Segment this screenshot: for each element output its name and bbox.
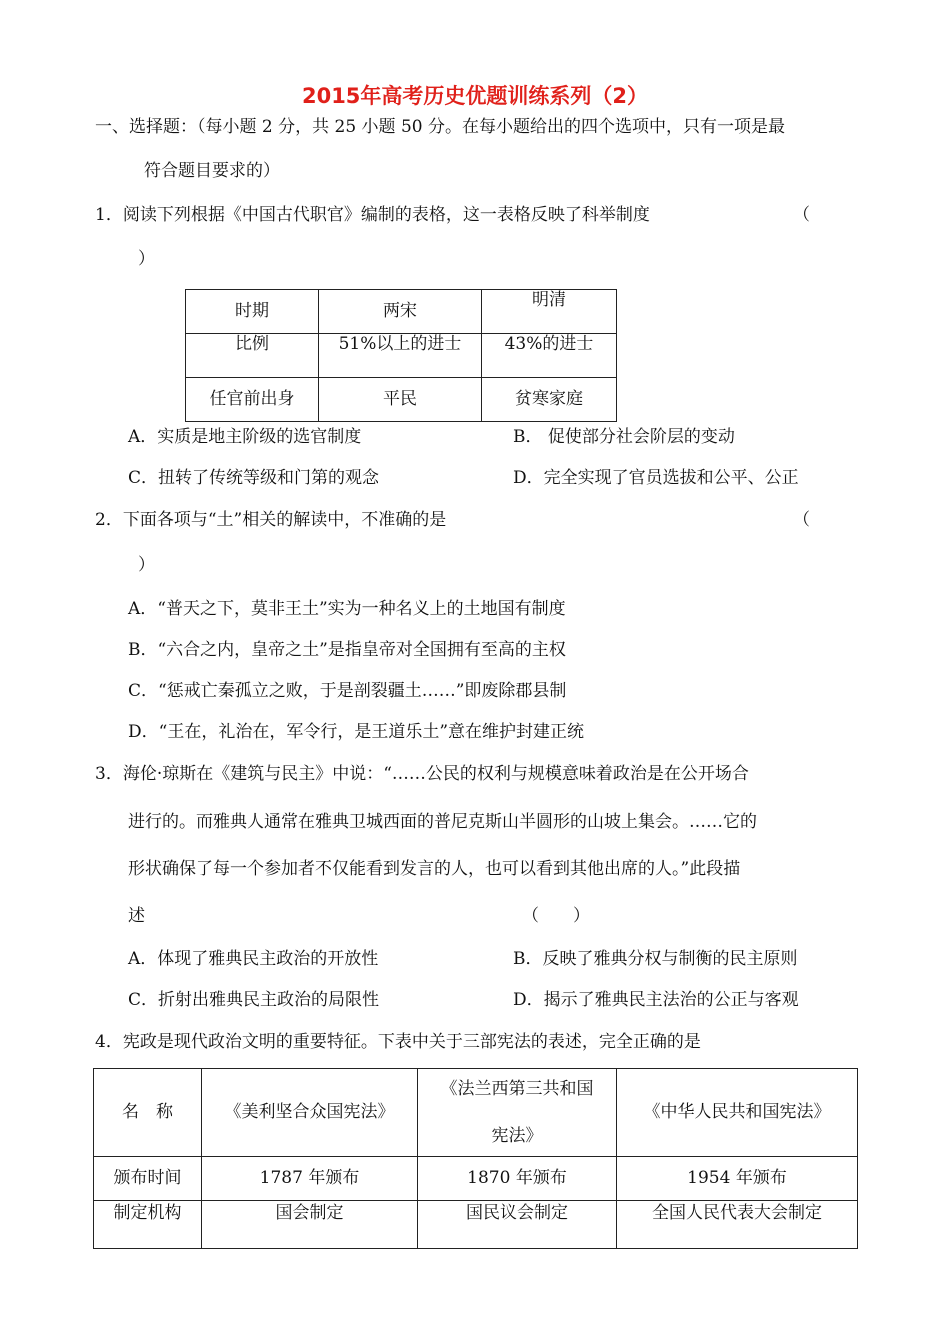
table-header-row: [94, 1069, 858, 1157]
table-cell: 1870 年颁布: [418, 1157, 617, 1201]
question-1-stem: 1．阅读下列根据《中国古代职官》编制的表格，这一表格反映了科举制度: [95, 205, 650, 225]
table-row: [186, 290, 617, 334]
table-cell: 颁布时间: [94, 1157, 202, 1201]
question-1-option-b: B． 促使部分社会阶层的变动: [513, 427, 735, 447]
table-row: [94, 1157, 858, 1201]
question-1-bracket-open: （: [793, 205, 810, 225]
question-4-table: [93, 1068, 858, 1249]
section-heading: 一、选择题：（每小题 2 分，共 25 小题 50 分。在每小题给出的四个选项中，只有一项是最: [95, 117, 786, 137]
question-1-option-d: D．完全实现了官员选拔和公平、公正: [513, 468, 799, 488]
page-title: 2015年高考历史优题训练系列（2）: [301, 84, 649, 108]
table-cell: 平民: [319, 378, 482, 422]
table-cell: 国民议会制定: [418, 1201, 617, 1249]
table-cell: 全国人民代表大会制定: [617, 1201, 858, 1249]
question-3-stem-line-2: 进行的。而雅典人通常在雅典卫城西面的普尼克斯山半圆形的山坡上集会。……它的: [128, 812, 757, 832]
question-3-bracket: （ ）: [522, 906, 590, 926]
table-cell: 国会制定: [202, 1201, 418, 1249]
question-3-option-b: B．反映了雅典分权与制衡的民主原则: [513, 949, 798, 969]
table-header-cell-line: 《法兰西第三共和国: [440, 1079, 594, 1100]
question-1-option-a: A．实质是地主阶级的选官制度: [128, 427, 362, 447]
table-cell: 1954 年颁布: [617, 1157, 858, 1201]
table-cell: 贫寒家庭: [482, 378, 617, 422]
question-4-stem: 4．宪政是现代政治文明的重要特征。下表中关于三部宪法的表述，完全正确的是: [95, 1032, 701, 1052]
table-cell: 明清: [482, 290, 617, 334]
question-2-bracket-open: （: [793, 510, 810, 530]
table-row: [186, 378, 617, 422]
table-cell: 制定机构: [94, 1201, 202, 1249]
table-cell: 任官前出身: [186, 378, 319, 422]
table-cell: 1787 年颁布: [202, 1157, 418, 1201]
table-cell: 时期: [186, 290, 319, 334]
question-2-stem: 2．下面各项与“土”相关的解读中，不准确的是: [95, 510, 447, 530]
question-3-option-a: A．体现了雅典民主政治的开放性: [128, 949, 379, 969]
table-cell: 两宋: [319, 290, 482, 334]
question-3-stem-line-1: 3．海伦·琼斯在《建筑与民主》中说：“……公民的权利与规模意味着政治是在公开场合: [95, 764, 749, 784]
table-cell: 比例: [186, 334, 319, 378]
table-cell: 43%的进士: [482, 334, 617, 378]
question-3-option-c: C．折射出雅典民主政治的局限性: [128, 990, 380, 1010]
question-1-table: [185, 289, 617, 422]
table-header-cell: 名 称: [94, 1069, 202, 1157]
question-3-option-d: D．揭示了雅典民主法治的公正与客观: [513, 990, 799, 1010]
question-2-option-b: B．“六合之内，皇帝之土”是指皇帝对全国拥有至高的主权: [128, 640, 566, 660]
question-2-option-c: C．“惩戒亡秦孤立之败，于是剖裂疆土……”即废除郡县制: [128, 681, 567, 701]
table-header-cell: [418, 1069, 617, 1157]
question-2-option-d: D．“王在，礼治在，军令行，是王道乐土”意在维护封建正统: [128, 722, 585, 742]
table-row: [94, 1201, 858, 1249]
table-cell: 51%以上的进士: [319, 334, 482, 378]
question-1-bracket-close: ）: [138, 249, 155, 269]
question-3-stem-line-3: 形状确保了每一个参加者不仅能看到发言的人，也可以看到其他出席的人。”此段描: [128, 859, 741, 879]
question-2-option-a: A．“普天之下，莫非王土”实为一种名义上的土地国有制度: [128, 599, 566, 619]
question-3-stem-line-4: 述: [128, 906, 145, 926]
table-header-cell: 《美利坚合众国宪法》: [202, 1069, 418, 1157]
table-header-cell: 《中华人民共和国宪法》: [617, 1069, 858, 1157]
question-1-option-c: C．扭转了传统等级和门第的观念: [128, 468, 380, 488]
table-row: [186, 334, 617, 378]
table-header-cell-line: 宪法》: [491, 1125, 543, 1146]
section-heading-cont: 符合题目要求的）: [144, 161, 280, 181]
question-2-bracket-close: ）: [138, 555, 155, 575]
